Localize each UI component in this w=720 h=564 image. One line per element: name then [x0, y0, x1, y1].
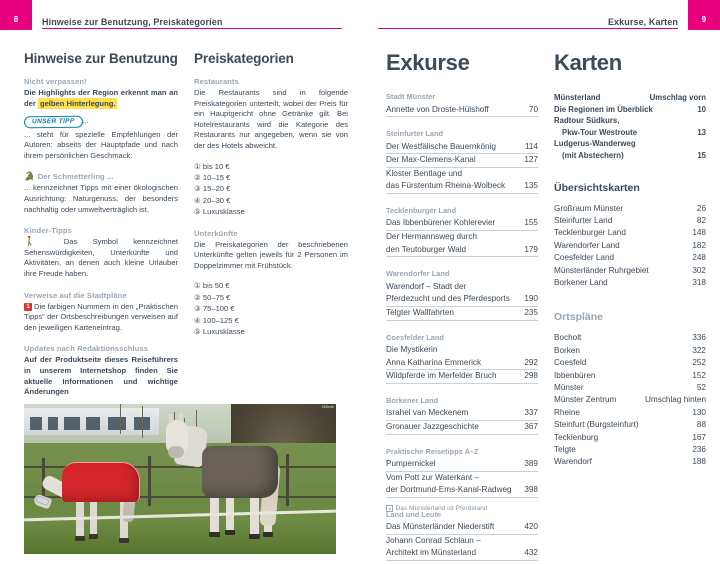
exkurse-entry-page: 298: [524, 371, 538, 381]
ortsplan-entry[interactable]: [554, 456, 706, 468]
exkurse-entry-page: 292: [524, 357, 538, 367]
photo-horse-hoof: [119, 538, 129, 543]
photo-horse-standing-muzzle: [168, 446, 184, 458]
child-icon: 🚶: [24, 236, 49, 247]
exkurse-group-label: Stadt Münster: [386, 92, 436, 101]
ortsplan-entry-page: 167: [692, 432, 706, 442]
ortsplan-entry[interactable]: [554, 357, 706, 369]
photo-horse-hoof: [263, 532, 273, 537]
uebersichtskarte-entry[interactable]: [554, 203, 706, 215]
heading-preiskategorien: Preiskategorien: [194, 51, 294, 66]
header-rule: [378, 28, 678, 29]
label-restaurants: Restaurants: [194, 77, 239, 86]
exkurse-list: [386, 92, 538, 561]
exkurse-entry-title: Die Mystikerin: [386, 345, 438, 355]
ortsplan-entry-page: 88: [696, 420, 706, 430]
uebersichtskarte-entry-title: Großraum Münster: [554, 203, 624, 213]
ortsplan-entry[interactable]: [554, 332, 706, 344]
ortsplan-entry-page: 152: [692, 370, 706, 380]
exkurse-entry-title: Pumpernickel: [386, 459, 436, 468]
column-karten: [554, 34, 706, 561]
exkurse-entry[interactable]: [386, 168, 538, 181]
unser-tipp-badge: UNSER TIPP: [24, 116, 83, 128]
exkurse-entry[interactable]: [386, 421, 538, 435]
photo-horse-hoof: [209, 532, 220, 537]
left-page-arrow-icon: [386, 505, 393, 512]
exkurse-entry-title: Gronauer Jazzgeschichte: [386, 421, 479, 431]
unser-tipp-dots: ...: [82, 116, 89, 126]
karten-entry-title: Radtour Südkurs,: [554, 116, 620, 126]
text-stadtplaene-body: Die farbigen Nummern in den „Praktischen Tipps“ der Ortsbeschreibungen verweisen auf den jeweiligen Karteneintrag.: [24, 301, 178, 332]
ortsplan-entry-page: 252: [692, 358, 706, 368]
ortsplan-entry-title: Ibbenbüren: [554, 370, 596, 380]
exkurse-group-label: Warendorfer Land: [386, 269, 450, 279]
ortsplan-entry-title: Münster Zentrum: [554, 395, 617, 405]
column-preiskategorien: [194, 34, 348, 398]
exkurse-entry[interactable]: [386, 458, 538, 472]
uebersichtskarte-entry[interactable]: [554, 252, 706, 264]
exkurse-entry-page: 70: [528, 104, 538, 114]
block-schmetterling: [24, 172, 178, 215]
text-unterkuenfte: Die Preiskategorien der beschriebenen Unterkünfte gelten jeweils für 2 Personen im Doppelzimmer mit Frühstück.: [194, 239, 348, 270]
uebersichtskarte-entry[interactable]: [554, 240, 706, 252]
karten-entry[interactable]: [554, 115, 706, 127]
price-item: ② 50–75 €: [194, 292, 231, 302]
exkurse-entry-page: 432: [524, 548, 538, 558]
karten-entry-title: Die Regionen im Überblick: [554, 104, 653, 114]
right-running-head-text: Exkurse, Karten: [607, 17, 678, 27]
ortsplan-entry-title: Borken: [554, 345, 580, 355]
left-running-head: [0, 0, 360, 34]
figure-caption: [386, 505, 488, 512]
exkurse-entry-page: 337: [524, 408, 538, 418]
ortsplan-entry-title: Coesfeld: [554, 358, 587, 368]
exkurse-entry-page: 190: [524, 294, 538, 304]
list-restaurant-prices: [194, 161, 348, 218]
ortsplan-entry-page: 322: [692, 345, 706, 355]
exkurse-entry[interactable]: [386, 535, 538, 548]
ortsplan-entry[interactable]: [554, 370, 706, 382]
ortsplan-entry-page: Umschlag hinten: [645, 395, 706, 405]
text-nicht-verpassen-lead: Die Highlights der Region erkennt man an der: [24, 88, 178, 108]
label-schmetterling-row: [24, 172, 178, 181]
exkurse-entry-title: Wildpferde im Merfelder Bruch: [386, 371, 497, 381]
exkurse-group-label: Borkener Land: [386, 395, 439, 405]
exkurse-entry[interactable]: [386, 344, 538, 357]
ortsplan-entry-page: 236: [692, 445, 706, 455]
text-schmetterling: ... kennzeichnet Tipps mit einer ökologischen Ausrichtung: Naturgenuss, der besonders nachhaltig oder umweltverträglich ist.: [24, 183, 178, 214]
exkurse-entry-title: Der Max-Clemens-Kanal: [386, 155, 476, 165]
exkurse-entry[interactable]: [386, 547, 538, 561]
text-restaurants: Die Restaurants sind in folgende Preiskategorien unterteilt, wobei der Preis für ein Hauptgericht ohne Getränke gilt. Bei Hotelrestaurants wird die Kategorie des Restaurants nur angegeben, wenn sie von der des Hotels abweicht.: [194, 88, 348, 150]
karten-entry-title: Ludgerus-Wanderweg: [554, 139, 636, 149]
photo-twig: [142, 406, 143, 438]
exkurse-entry[interactable]: [386, 281, 538, 294]
exkurse-entry[interactable]: [386, 141, 538, 155]
photo-horses: [24, 404, 336, 554]
karten-entry[interactable]: [554, 104, 706, 116]
ortsplan-entry-page: 336: [692, 333, 706, 343]
ortsplan-entry-title: Rheine: [554, 407, 580, 417]
karten-entry-page: Umschlag vorn: [649, 93, 706, 102]
uebersichtskarte-entry-title: Münsterländer Ruhrgebiet: [554, 265, 649, 275]
uebersichtskarte-entry-title: Warendorfer Land: [554, 240, 620, 250]
heading-hinweise: Hinweise zur Benutzung: [24, 51, 178, 66]
exkurse-entry-title: das Fürstentum Rheina-Wolbeck: [386, 181, 506, 191]
right-page: [360, 0, 720, 564]
exkurse-entry-title: Das Münsterländer Niederstift: [386, 522, 495, 532]
uebersichtskarten-list: [554, 203, 706, 290]
exkurse-entry[interactable]: [386, 307, 538, 321]
ortsplan-entry-title: Bocholt: [554, 333, 582, 343]
photo-twig: [120, 404, 121, 434]
text-updates: [24, 355, 178, 397]
karten-entry[interactable]: [554, 138, 706, 150]
exkurse-group-label: Steinfurter Land: [386, 129, 444, 139]
photo-building-window: [108, 417, 126, 430]
exkurse-entry[interactable]: [386, 231, 538, 244]
text-kinder-tipps: [24, 237, 178, 279]
exkurse-entry-title: Kloster Bentlage und: [386, 168, 463, 178]
highlight-gelbe-hinterlegung: gelben Hinterlegung.: [39, 98, 116, 108]
uebersichtskarte-entry[interactable]: [554, 265, 706, 277]
exkurse-entry[interactable]: [386, 484, 538, 498]
label-stadtplaene: Verweise auf die Stadtpläne: [24, 290, 127, 300]
label-schmetterling: Der Schmetterling ...: [37, 172, 114, 182]
heading-ortsplaene: Ortspläne: [554, 311, 604, 324]
tip-badge-line: [24, 116, 178, 128]
text-unser-tipp: ... steht für spezielle Empfehlungen der Autoren: abseits der Hauptpfade und nach ihrem persönlichen Geschmack.: [24, 129, 178, 160]
figure-caption-text: Das Münsterland ist Pferdeland: [395, 505, 488, 512]
ortsplaene-list: [554, 332, 706, 468]
exkurse-entry-title: Annette von Droste-Hülshoff: [386, 104, 489, 114]
price-item: ① bis 10 €: [194, 161, 230, 171]
exkurse-entry[interactable]: [386, 293, 538, 307]
ortsplan-entry[interactable]: [554, 432, 706, 444]
exkurse-entry-page: 127: [524, 155, 538, 165]
karten-top-list: [554, 92, 706, 162]
column-hinweise: [24, 34, 178, 398]
exkurse-entry-title: Vom Pott zur Waterkant –: [386, 472, 479, 482]
exkurse-entry[interactable]: [386, 104, 538, 118]
butterfly-icon: 🐊: [24, 171, 35, 182]
exkurse-entry-title: Anna Katharina Emmerick: [386, 357, 482, 367]
exkurse-entry[interactable]: [386, 521, 538, 535]
exkurse-group-label: Praktische Reisetipps A–Z: [386, 446, 479, 456]
block-nicht-verpassen: [24, 77, 178, 109]
exkurse-entry-title: Der Westfälische Bauernkönig: [386, 141, 496, 151]
exkurse-entry[interactable]: [386, 370, 538, 384]
exkurse-entry-title: Warendorf – Stadt der: [386, 281, 467, 291]
exkurse-entry-title: Architekt im Münsterland: [386, 548, 477, 558]
ortsplan-entry[interactable]: [554, 444, 706, 456]
karten-entry-page: 10: [697, 104, 706, 114]
price-item: ① bis 50 €: [194, 281, 230, 291]
exkurse-entry-page: 135: [524, 181, 538, 191]
exkurse-entry[interactable]: [386, 407, 538, 421]
karten-entry[interactable]: [554, 150, 706, 162]
exkurse-entry-title: Johann Conrad Schlaun –: [386, 535, 481, 545]
uebersichtskarte-entry-page: 318: [692, 278, 706, 287]
label-kinder-tipps: Kinder-Tipps: [24, 226, 72, 236]
karten-entry-title: (mit Abstechern): [562, 150, 624, 160]
ortsplan-entry[interactable]: [554, 382, 706, 394]
uebersichtskarte-entry-page: 148: [692, 228, 706, 238]
uebersichtskarte-entry-title: Coesfelder Land: [554, 253, 615, 263]
photo-horse-hoof: [225, 530, 235, 535]
heading-uebersichtskarten: Übersichtskarten: [554, 181, 640, 194]
price-item: ③ 15–20 €: [194, 184, 231, 194]
ortsplan-entry-title: Warendorf: [554, 457, 592, 467]
exkurse-group-label: Coesfelder Land: [386, 332, 444, 342]
photo-building-window: [64, 417, 80, 430]
exkurse-entry-page: 420: [524, 522, 538, 532]
uebersichtskarte-entry-title: Borkener Land: [554, 278, 608, 287]
uebersichtskarte-entry-title: Steinfurter Land: [554, 215, 613, 225]
exkurse-entry-page: 235: [524, 307, 538, 317]
exkurse-entry-title: Telgter Wallfahrten: [386, 307, 454, 317]
heading-karten: Karten: [554, 50, 622, 75]
photo-building-window: [48, 417, 58, 430]
uebersichtskarte-entry-title: Tecklenburger Land: [554, 228, 626, 238]
ortsplan-entry[interactable]: [554, 419, 706, 431]
ortsplan-entry-title: Telgte: [554, 445, 576, 455]
exkurse-entry-page: 114: [524, 141, 538, 151]
exkurse-entry[interactable]: [386, 357, 538, 371]
uebersichtskarte-entry-page: 82: [696, 215, 706, 225]
block-unser-tipp: [24, 116, 178, 161]
uebersichtskarte-entry-page: 248: [692, 253, 706, 263]
uebersichtskarte-entry-page: 302: [692, 265, 706, 275]
ortsplan-entry-title: Tecklenburg: [554, 432, 599, 442]
right-columns: [360, 34, 720, 561]
exkurse-entry[interactable]: [386, 244, 538, 258]
photo-horse-hoof: [249, 534, 260, 539]
exkurse-entry-title: Israhel van Meckenem: [386, 408, 469, 418]
ortsplan-entry[interactable]: [554, 407, 706, 419]
photo-building-window: [86, 417, 100, 430]
uebersichtskarte-entry-page: 26: [696, 203, 706, 213]
uebersichtskarte-entry[interactable]: [554, 227, 706, 239]
exkurse-entry[interactable]: [386, 180, 538, 194]
ortsplan-entry-page: 130: [692, 407, 706, 417]
column-exkurse: [386, 34, 538, 561]
exkurse-group-label: Land und Leute: [386, 509, 442, 519]
price-item: ④ 20–30 €: [194, 195, 231, 205]
number-badge-icon: 1: [24, 303, 32, 311]
label-nicht-verpassen: Nicht verpassen!: [24, 77, 87, 86]
block-kinder-tipps: [24, 226, 178, 279]
exkurse-entry-page: 389: [524, 459, 538, 468]
label-unterkuenfte: Unterkünfte: [194, 228, 238, 238]
right-folio: 9: [688, 0, 720, 30]
exkurse-entry-page: 155: [524, 218, 538, 228]
photo-field-foreground: [24, 497, 336, 554]
right-running-head: [360, 0, 720, 34]
exkurse-entry-title: der Dortmund-Ems-Kanal-Radweg: [386, 485, 512, 495]
photo-horse-grazing-blanket-trim: [62, 462, 140, 502]
price-item: ⑤ Luxusklasse: [194, 327, 245, 336]
photo-horse-hoof: [89, 534, 98, 539]
photo-fence-post: [148, 456, 151, 506]
left-columns: [0, 34, 360, 398]
exkurse-entry[interactable]: [386, 217, 538, 231]
karten-entry[interactable]: [554, 127, 706, 139]
ortsplan-entry-page: 52: [696, 383, 706, 393]
block-stadtplaene: [24, 291, 178, 334]
price-item: ③ 75–100 €: [194, 304, 235, 314]
text-updates-body: Auf der Produktseite dieses Reiseführers in unserem Internetshop finden Sie aktuelle Informationen und wichtige Änderungen: [24, 355, 178, 397]
price-item: ② 10–15 €: [194, 172, 231, 182]
photo-fence-post: [286, 454, 289, 506]
uebersichtskarte-entry[interactable]: [554, 215, 706, 227]
exkurse-entry-page: 179: [524, 244, 538, 254]
karten-entry[interactable]: [554, 92, 706, 104]
photo-horse-hoof: [75, 536, 85, 541]
text-nicht-verpassen: [24, 88, 178, 109]
exkurse-entry-title: Das Ibbenbürener Kohlerevier: [386, 218, 496, 228]
ortsplan-entry[interactable]: [554, 345, 706, 357]
ortsplan-entry[interactable]: [554, 394, 706, 406]
label-updates: Updates nach Redaktionsschluss: [24, 344, 149, 354]
exkurse-group-label: Tecklenburger Land: [386, 205, 457, 215]
photo-horse-standing-blanket: [202, 446, 278, 498]
left-running-head-text: Hinweise zur Benutzung, Preiskategorien: [42, 17, 223, 27]
block-updates: [24, 344, 178, 397]
list-unterkunft-prices: [194, 280, 348, 337]
photo-building-window: [30, 417, 42, 430]
text-stadtplaene: [24, 302, 178, 334]
text-kinder-tipps-body: Das Symbol kennzeichnet Sehenswürdigkeiten, Unterkünfte und Aktivitäten, an denen auch kleine Urlauber ihre Freude haben.: [24, 237, 178, 279]
karten-entry-title: Pkw-Tour Westroute: [562, 127, 638, 137]
uebersichtskarte-entry[interactable]: [554, 277, 706, 289]
price-item: ④ 100–125 €: [194, 315, 239, 325]
exkurse-entry-title: Pferdezucht und des Pferdesports: [386, 294, 510, 304]
karten-entry-page: 13: [697, 127, 706, 137]
ortsplan-entry-page: 188: [692, 457, 706, 467]
exkurse-entry-page: 398: [524, 485, 538, 495]
exkurse-entry-page: 367: [524, 421, 538, 431]
ortsplan-entry-title: Münster: [554, 383, 584, 393]
karten-entry-title: Münsterland: [554, 93, 601, 102]
exkurse-entry-title: Der Hermannsweg durch: [386, 232, 478, 242]
photo-credit: 065mlb: [321, 405, 334, 409]
left-folio: 8: [0, 0, 32, 30]
heading-exkurse: Exkurse: [386, 50, 470, 75]
ortsplan-entry-title: Steinfurt (Burgsteinfurt): [554, 420, 639, 430]
uebersichtskarte-entry-page: 182: [692, 240, 706, 250]
price-item: ⑤ Luxusklasse: [194, 207, 245, 217]
karten-entry-page: 15: [697, 150, 706, 160]
exkurse-entry-title: den Teutoburger Wald: [386, 244, 467, 254]
photo-building: [24, 408, 159, 435]
exkurse-entry[interactable]: [386, 154, 538, 168]
exkurse-entry[interactable]: [386, 472, 538, 485]
header-rule: [42, 28, 342, 29]
